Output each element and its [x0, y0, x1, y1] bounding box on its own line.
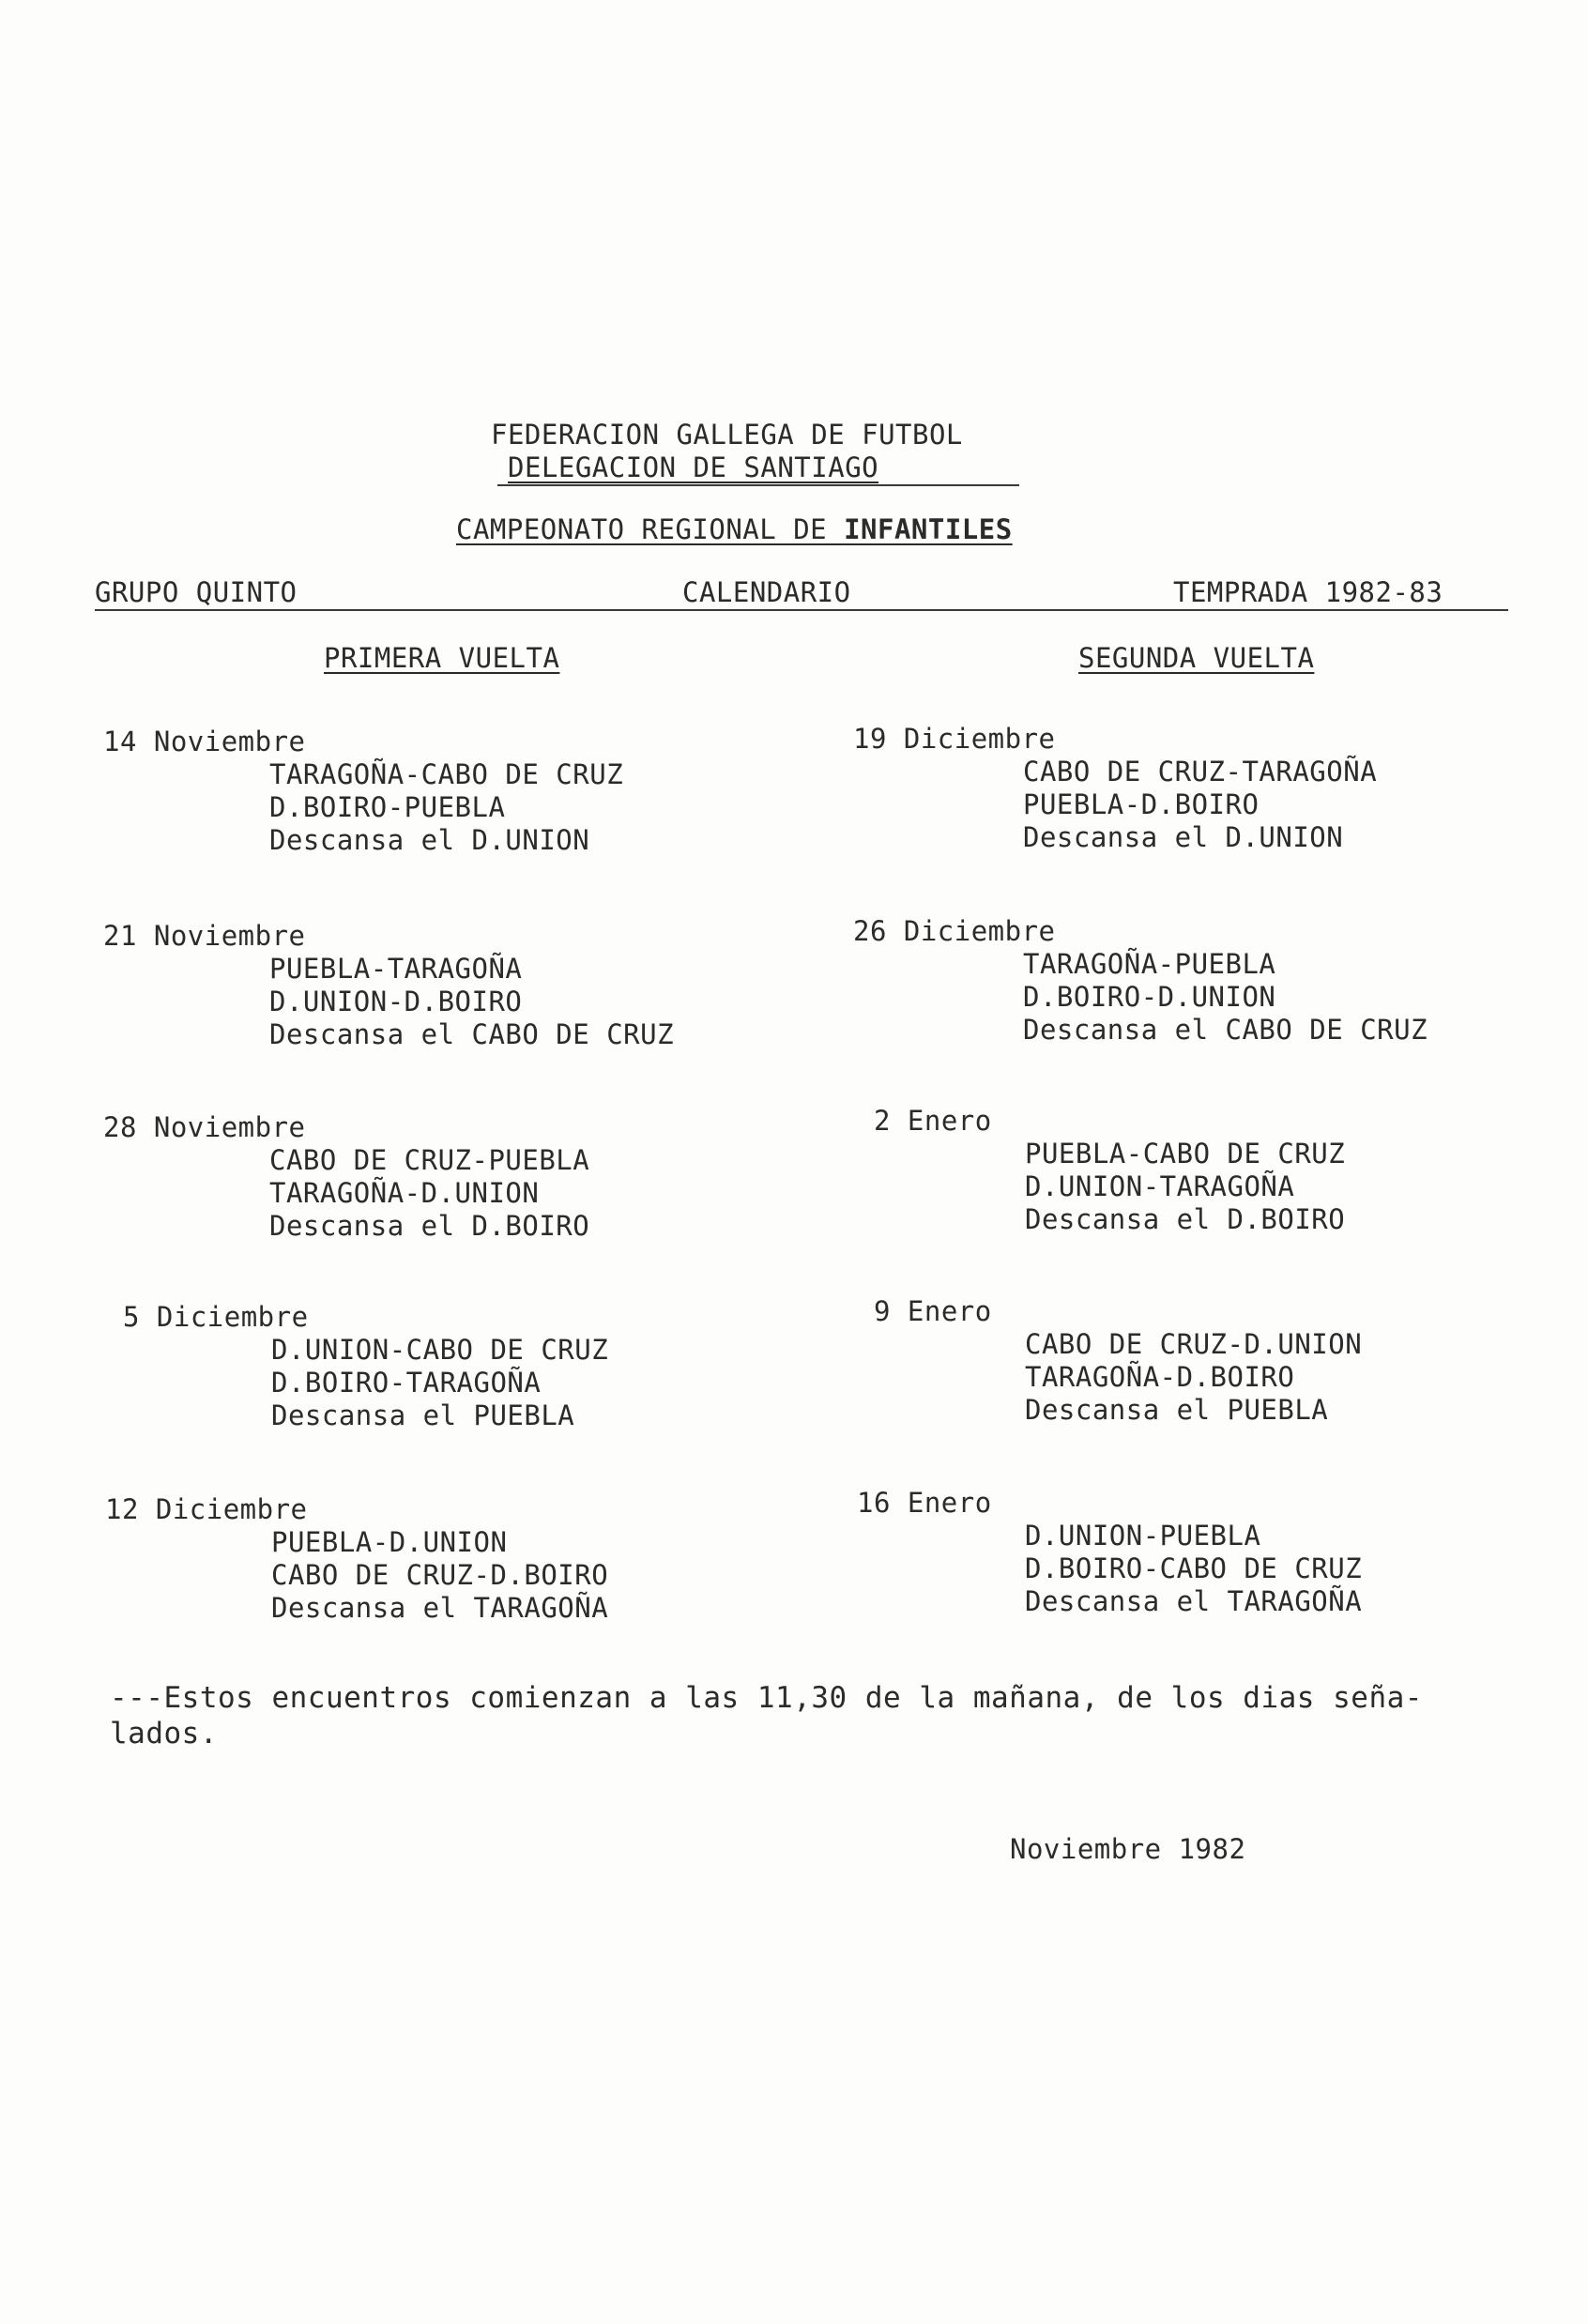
- match: CABO DE CRUZ-PUEBLA: [269, 1144, 590, 1176]
- match: D.UNION-CABO DE CRUZ: [271, 1334, 609, 1366]
- championship-category: INFANTILES: [844, 513, 1013, 545]
- rest-team: Descansa el D.UNION: [269, 824, 590, 856]
- match: TARAGOÑA-PUEBLA: [1023, 948, 1276, 980]
- second-round-matchday: [853, 915, 1428, 1047]
- first-round-matchday: [103, 1111, 589, 1243]
- matchday-date: 28 Noviembre: [103, 1111, 306, 1143]
- group-divider: [95, 609, 1508, 611]
- matchday-date: 19 Diciembre: [853, 723, 1056, 755]
- rest-team: Descansa el PUEBLA: [1025, 1394, 1329, 1426]
- matchday-date: 26 Diciembre: [853, 915, 1056, 947]
- match: D.BOIRO-TARAGOÑA: [271, 1367, 542, 1399]
- first-round-matchday: [105, 1493, 608, 1625]
- match: D.BOIRO-PUEBLA: [269, 791, 506, 823]
- second-round-title: SEGUNDA VUELTA: [1078, 642, 1315, 674]
- calendar-label: CALENDARIO: [682, 576, 851, 608]
- federation-title: FEDERACION GALLEGA DE FUTBOL: [491, 419, 963, 451]
- second-round-matchday: [874, 1295, 1362, 1427]
- rest-team: Descansa el D.BOIRO: [269, 1210, 590, 1242]
- rest-team: Descansa el TARAGOÑA: [271, 1592, 609, 1624]
- matchday-date: 5 Diciembre: [123, 1301, 309, 1333]
- championship-prefix: CAMPEONATO REGIONAL DE: [456, 513, 845, 545]
- group-label: GRUPO QUINTO: [95, 576, 298, 608]
- championship-title: [456, 513, 1013, 545]
- delegation-title: DELEGACION DE SANTIAGO: [508, 451, 879, 483]
- note-line: lados.: [110, 1717, 218, 1751]
- rest-team: Descansa el PUEBLA: [271, 1399, 575, 1431]
- schedule-note: [110, 1680, 1423, 1751]
- note-line: ---Estos encuentros comienzan a las 11,30 de la mañana, de los dias seña-: [110, 1681, 1423, 1715]
- header-divider: [497, 484, 1019, 486]
- matchday-date: 9 Enero: [874, 1295, 992, 1327]
- matchday-date: 16 Enero: [857, 1487, 992, 1519]
- match: PUEBLA-D.BOIRO: [1023, 788, 1260, 820]
- first-round-title: PRIMERA VUELTA: [324, 642, 560, 674]
- match: PUEBLA-CABO DE CRUZ: [1025, 1138, 1346, 1170]
- season-label: TEMPRADA 1982-83: [1173, 576, 1443, 608]
- match: D.BOIRO-CABO DE CRUZ: [1025, 1552, 1363, 1584]
- document-date: Noviembre 1982: [1010, 1833, 1246, 1865]
- rest-team: Descansa el D.BOIRO: [1025, 1203, 1346, 1235]
- second-round-matchday: [853, 723, 1377, 854]
- first-round-matchday: [103, 726, 623, 857]
- first-round-matchday: [103, 920, 674, 1051]
- match: CABO DE CRUZ-TARAGOÑA: [1023, 756, 1378, 787]
- match: CABO DE CRUZ-D.UNION: [1025, 1328, 1363, 1360]
- match: CABO DE CRUZ-D.BOIRO: [271, 1559, 609, 1591]
- first-round-matchday: [123, 1301, 608, 1432]
- match: PUEBLA-D.UNION: [271, 1526, 508, 1558]
- matchday-date: 14 Noviembre: [103, 726, 306, 757]
- rest-team: Descansa el D.UNION: [1023, 821, 1344, 853]
- match: D.UNION-PUEBLA: [1025, 1520, 1261, 1552]
- match: TARAGOÑA-D.BOIRO: [1025, 1361, 1295, 1393]
- match: TARAGOÑA-CABO DE CRUZ: [269, 758, 624, 790]
- second-round-matchday: [874, 1105, 1345, 1236]
- match: D.BOIRO-D.UNION: [1023, 981, 1276, 1013]
- rest-team: Descansa el CABO DE CRUZ: [269, 1018, 675, 1050]
- matchday-date: 2 Enero: [874, 1105, 992, 1137]
- rest-team: Descansa el TARAGOÑA: [1025, 1585, 1363, 1617]
- match: D.UNION-D.BOIRO: [269, 986, 523, 1017]
- match: D.UNION-TARAGOÑA: [1025, 1170, 1295, 1202]
- matchday-date: 12 Diciembre: [105, 1493, 308, 1525]
- matchday-date: 21 Noviembre: [103, 920, 306, 952]
- second-round-matchday: [857, 1487, 1362, 1618]
- match: PUEBLA-TARAGOÑA: [269, 953, 523, 985]
- match: TARAGOÑA-D.UNION: [269, 1177, 540, 1209]
- rest-team: Descansa el CABO DE CRUZ: [1023, 1014, 1428, 1046]
